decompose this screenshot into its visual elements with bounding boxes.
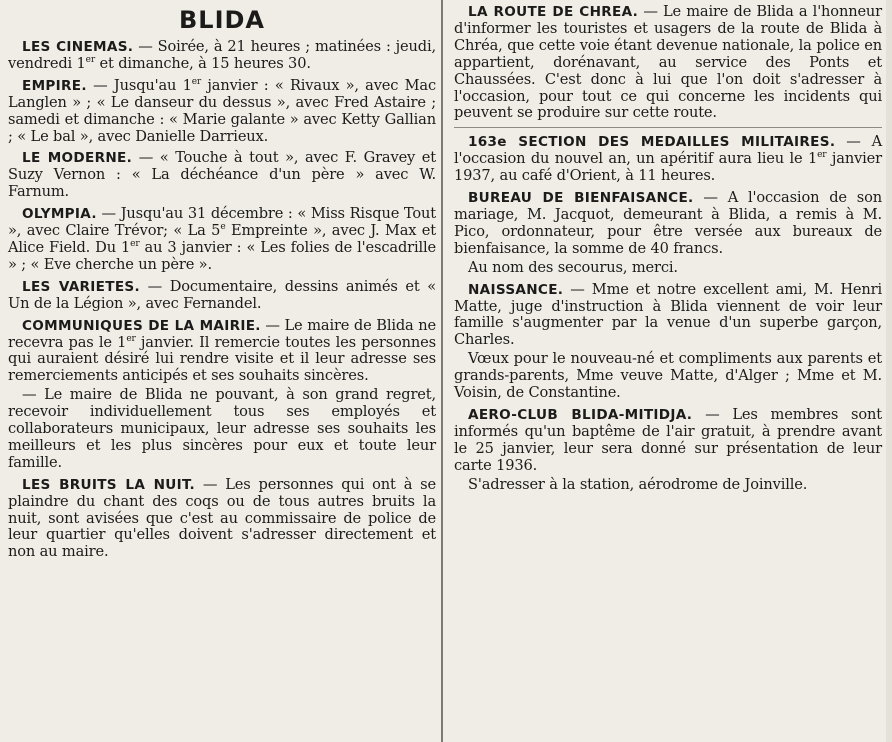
text-empire: — Jusqu'au 1 [86,76,192,94]
column-divider [441,0,443,742]
paragraph-medailles [454,134,882,185]
heading-empire: EMPIRE. [22,77,87,94]
paragraph-mairie-2: — Le maire de Blida ne pouvant, à son grand regret, recevoir individuellement tous ses employés et collaborateurs municipaux, leur adresse ses souhaits les meilleurs et les plus sincères pour eux et toute leur famille. [8,386,436,471]
section-rule [454,127,882,128]
text-olympia-2: Empreinte », avec J. Max et Alice Field. Du 1 [8,222,437,256]
heading-olympia: OLYMPIA. [22,206,97,223]
sup-mairie: er [126,333,136,344]
text-mairie-2: janvier. Il remercie toutes les personnes qui auraient désiré lui rendre visite et il leur adresse ses remerciements anticipés et ses souhaits sincères. [8,333,436,385]
text-empire-2: janvier : « Rivaux », avec Mac Langlen » ; « Le danseur du dessus », avec Fred Astaire ; samedi et dimanche : « Marie galante » avec Ketty Gallian ; « Le bal », avec Danielle Darrieux. [8,76,436,145]
paragraph-varietes [8,279,436,313]
paragraph-mairie [8,318,436,386]
text-medailles-2: janvier 1937, au café d'Orient, à 11 heures. [454,150,882,185]
paragraph-bruits [8,477,436,562]
page-edge [886,0,892,742]
heading-naissance: NAISSANCE. [468,281,564,298]
paragraph-naissance [454,282,882,350]
text-mairie: — Le maire de Blida ne recevra pas le 1 [8,316,436,351]
left-column [4,0,438,742]
paragraph-aero-2: S'adresser à la station, aérodrome de Joinville. [468,475,808,493]
sup-empire: er [191,76,202,87]
heading-chrea: LA ROUTE DE CHREA. [468,4,639,20]
text-varietes: — Documentaire, dessins animés et « Un de la Légion », avec Fernandel. [8,277,436,312]
paragraph-bureau-2: Au nom des secourus, merci. [468,258,678,276]
heading-aero: AERO-CLUB BLIDA-MITIDJA. [468,406,693,423]
text-chrea: — Le maire de Blida a l'honneur d'informer les touristes et usagers de la route de Blida à Chréa, que cette voie étant devenue nationale, la police en appartient, dorénavant, au service des Ponts et Chaussées. C'est donc à lui que l'on doit s'adresser à l'occasion, pour tout ce qui concerne les incidents qui peuvent se produire sur cette route. [454,3,883,122]
heading-medailles: 163e SECTION DES MEDAILLES MILITAIRES. [468,134,836,151]
text-cinemas: — Soirée, à 21 heures ; matinées : jeudi, vendredi 1 [8,38,436,72]
text-cinemas-2: et dimanche, à 15 heures 30. [95,54,311,72]
sup-olympia-2: er [130,239,140,250]
page-title: BLIDA [178,6,265,34]
sup-olympia-1: e [220,222,226,233]
paragraph-naissance-2: Vœux pour le nouveau-né et compliments aux parents et grands-parents, Mme veuve Matte, d'Alger ; Mme et M. Voisin, de Constantine. [454,350,882,402]
right-column [446,0,888,742]
text-bruits: — Les personnes qui ont à se plaindre du chant des coqs ou de tous autres bruits la nuit, sont avisées que c'est au commissaire de police de leur quartier qu'elles doivent s'adresser directement et non au maire. [8,475,436,561]
heading-bruits: LES BRUITS LA NUIT. [22,476,195,493]
text-olympia: — Jusqu'au 31 décembre : « Miss Risque Tout », avec Claire Trévor; « La 5 [8,205,436,240]
text-moderne: — « Touche à tout », avec F. Gravey et Suzy Vernon : « La déchéance d'un père » avec W. Farnum. [8,149,436,201]
text-bureau: — A l'occasion de son mariage, M. Jacquot, demeurant à Blida, a remis à M. Pico, ordonnateur, pour être versée aux bureaux de bienfaisance, la somme de 40 francs. [454,189,882,257]
paragraph-olympia [8,206,436,274]
sup-medailles: er [817,150,827,161]
paragraph-bureau [454,190,882,258]
paragraph-aero [454,407,882,475]
heading-varietes: LES VARIETES. [22,278,140,295]
text-olympia-3: au 3 janvier : « Les folies de l'escadrille » ; « Eve cherche un père ». [8,238,436,273]
sup-cinemas: er [85,55,96,66]
text-aero: — Les membres sont informés qu'un baptême de l'air gratuit, à prendre avant le 25 janvier, leur sera donné sur présentation de leur carte 1936. [454,405,882,474]
text-medailles: — A l'occasion du nouvel an, un apéritif aura lieu le 1 [454,133,882,168]
paragraph-cinemas [8,39,436,73]
heading-cinemas: LES CINEMAS. [22,39,134,55]
text-naissance: — Mme et notre excellent ami, M. Henri Matte, juge d'instruction à Blida viennent de voir leur famille s'augmenter par la venue d'un superbe garçon, Charles. [454,280,882,349]
heading-mairie: COMMUNIQUES DE LA MAIRIE. [22,317,261,334]
heading-bureau: BUREAU DE BIENFAISANCE. [468,190,694,207]
paragraph-chrea [454,4,882,122]
paragraph-moderne [8,150,436,201]
heading-moderne: LE MODERNE. [22,150,133,167]
paragraph-empire [8,78,436,146]
